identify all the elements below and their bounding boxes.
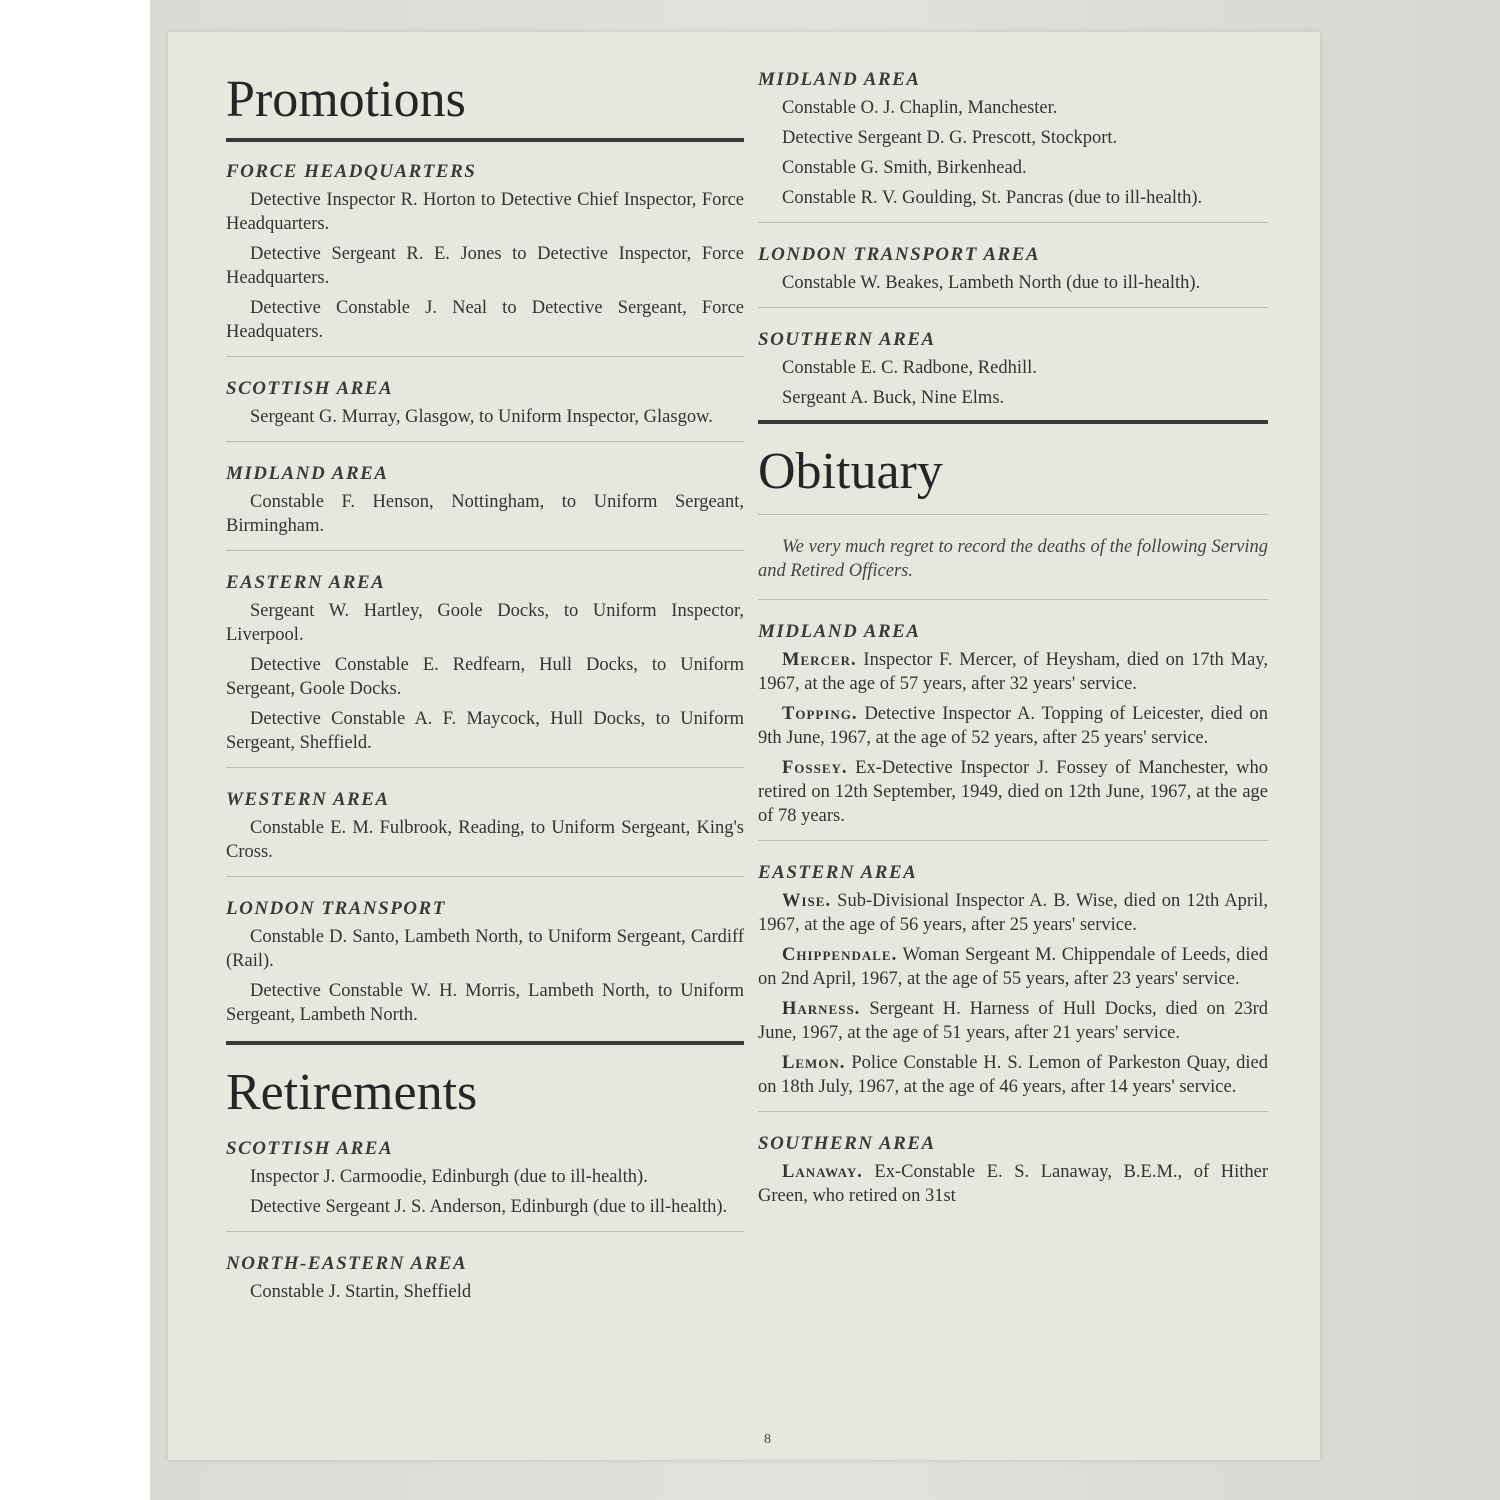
obituary-entry: [758, 943, 1268, 991]
magazine-page: [168, 32, 1320, 1460]
area-section: [226, 462, 744, 538]
area-section: [226, 1252, 744, 1304]
obituary-surname: Harness.: [782, 999, 861, 1019]
obituary-text: Sub-Divisional Inspector A. B. Wise, died on 12th April, 1967, at the age of 56 years, after 25 years' service.: [758, 891, 1268, 935]
area-section: [226, 377, 744, 429]
area-title: NORTH-EASTERN AREA: [226, 1253, 468, 1274]
area-section: [758, 243, 1268, 295]
page-number: 8: [764, 1432, 771, 1447]
area-section: [758, 620, 1268, 828]
list-item: Detective Inspector R. Horton to Detective Chief Inspector, Force Headquarters.: [226, 190, 744, 234]
divider: [758, 222, 1268, 223]
obituary-sections: [758, 620, 1268, 1208]
obituary-surname: Lanaway.: [782, 1162, 863, 1182]
divider: [758, 840, 1268, 841]
area-title: MIDLAND AREA: [226, 463, 389, 484]
area-section: [226, 160, 744, 344]
area-title: WESTERN AREA: [226, 789, 390, 810]
list-item: Detective Constable E. Redfearn, Hull Docks, to Uniform Sergeant, Goole Docks.: [226, 655, 744, 699]
divider: [226, 1231, 744, 1232]
obituary-entry: [758, 1160, 1268, 1208]
obituary-surname: Lemon.: [782, 1053, 846, 1073]
divider: [758, 599, 1268, 600]
area-section: [226, 788, 744, 864]
area-section: [758, 328, 1268, 410]
obituary-text: Woman Sergeant M. Chippendale of Leeds, died on 2nd April, 1967, at the age of 55 years, after 23 years' service.: [758, 945, 1268, 989]
right-column: [758, 68, 1268, 1214]
obituary-entry: [758, 997, 1268, 1045]
heading-rule: [758, 514, 1268, 515]
area-title: MIDLAND AREA: [758, 69, 921, 90]
list-item: Constable F. Henson, Nottingham, to Uniform Sergeant, Birmingham.: [226, 492, 744, 536]
obituary-entry: [758, 1051, 1268, 1099]
obituary-surname: Chippendale.: [782, 945, 898, 965]
heading-rule: [226, 138, 744, 142]
area-title: SCOTTISH AREA: [226, 378, 394, 399]
divider: [226, 550, 744, 551]
promotions-heading: Promotions: [226, 71, 466, 128]
obituary-heading: Obituary: [758, 443, 943, 500]
retirements-sections-left: [226, 1137, 744, 1304]
area-title: MIDLAND AREA: [758, 621, 921, 642]
divider: [226, 441, 744, 442]
list-item: Constable E. C. Radbone, Redhill.: [782, 358, 1037, 378]
divider: [226, 356, 744, 357]
area-title: EASTERN AREA: [758, 862, 918, 883]
area-section: [758, 861, 1268, 1099]
obituary-entry: [758, 648, 1268, 696]
area-title: LONDON TRANSPORT: [226, 898, 446, 919]
obituary-entry: [758, 889, 1268, 937]
area-title: FORCE HEADQUARTERS: [226, 161, 477, 182]
list-item: Constable R. V. Goulding, St. Pancras (due to ill-health).: [782, 188, 1203, 208]
list-item: Detective Constable A. F. Maycock, Hull Docks, to Uniform Sergeant, Sheffield.: [226, 709, 744, 753]
obituary-text: Inspector F. Mercer, of Heysham, died on 17th May, 1967, at the age of 57 years, after 32 years' service.: [758, 650, 1268, 694]
list-item: Sergeant W. Hartley, Goole Docks, to Uniform Inspector, Liverpool.: [226, 601, 744, 645]
list-item: Constable W. Beakes, Lambeth North (due to ill-health).: [782, 273, 1201, 293]
section-rule: [758, 420, 1268, 424]
left-column: [226, 70, 744, 1310]
list-item: Constable J. Startin, Sheffield: [250, 1282, 472, 1302]
area-section: [758, 68, 1268, 210]
obituary-surname: Fossey.: [782, 758, 848, 778]
area-section: [226, 897, 744, 1027]
obituary-text: Detective Inspector A. Topping of Leicester, died on 9th June, 1967, at the age of 52 years, after 25 years' service.: [758, 704, 1268, 748]
list-item: Constable O. J. Chaplin, Manchester.: [782, 98, 1058, 118]
area-section: [226, 1137, 744, 1219]
obituary-surname: Mercer.: [782, 650, 857, 670]
area-section: [758, 1132, 1268, 1208]
obituary-surname: Topping.: [782, 704, 858, 724]
list-item: Sergeant A. Buck, Nine Elms.: [782, 388, 1005, 408]
area-title: SOUTHERN AREA: [758, 1133, 936, 1154]
retirements-sections-right: [758, 68, 1268, 410]
list-item: Inspector J. Carmoodie, Edinburgh (due to ill-health).: [250, 1167, 648, 1187]
obituary-text: Sergeant H. Harness of Hull Docks, died on 23rd June, 1967, at the age of 51 years, after 21 years' service.: [758, 999, 1268, 1043]
area-title: LONDON TRANSPORT AREA: [758, 244, 1041, 265]
area-section: [226, 571, 744, 755]
divider: [226, 876, 744, 877]
obituary-intro: We very much regret to record the deaths of the following Serving and Retired Officers.: [758, 537, 1268, 581]
obituary-text: Ex-Detective Inspector J. Fossey of Manchester, who retired on 12th September, 1949, died on 12th June, 1967, at the age of 78 years.: [758, 758, 1268, 826]
area-title: EASTERN AREA: [226, 572, 386, 593]
list-item: Detective Constable W. H. Morris, Lambeth North, to Uniform Sergeant, Lambeth North.: [226, 981, 744, 1025]
list-item: Detective Sergeant J. S. Anderson, Edinburgh (due to ill-health).: [250, 1197, 728, 1217]
obituary-entry: [758, 756, 1268, 828]
section-rule: [226, 1041, 744, 1045]
list-item: Detective Sergeant R. E. Jones to Detective Inspector, Force Headquarters.: [226, 244, 744, 288]
obituary-text: Police Constable H. S. Lemon of Parkeston Quay, died on 18th July, 1967, at the age of 46 years, after 14 years' service.: [758, 1053, 1268, 1097]
divider: [226, 767, 744, 768]
area-title: SOUTHERN AREA: [758, 329, 936, 350]
list-item: Detective Constable J. Neal to Detective Sergeant, Force Headquaters.: [226, 298, 744, 342]
promotions-sections: [226, 160, 744, 1027]
list-item: Sergeant G. Murray, Glasgow, to Uniform Inspector, Glasgow.: [250, 407, 713, 427]
list-item: Constable G. Smith, Birkenhead.: [782, 158, 1027, 178]
list-item: Constable D. Santo, Lambeth North, to Uniform Sergeant, Cardiff (Rail).: [226, 927, 744, 971]
obituary-entry: [758, 702, 1268, 750]
divider: [758, 307, 1268, 308]
obituary-text: Ex-Constable E. S. Lanaway, B.E.M., of Hither Green, who retired on 31st: [758, 1162, 1268, 1206]
obituary-surname: Wise.: [782, 891, 832, 911]
list-item: Detective Sergeant D. G. Prescott, Stockport.: [782, 128, 1118, 148]
list-item: Constable E. M. Fulbrook, Reading, to Uniform Sergeant, King's Cross.: [226, 818, 744, 862]
area-title: SCOTTISH AREA: [226, 1138, 394, 1159]
divider: [758, 1111, 1268, 1112]
retirements-heading: Retirements: [226, 1064, 478, 1121]
